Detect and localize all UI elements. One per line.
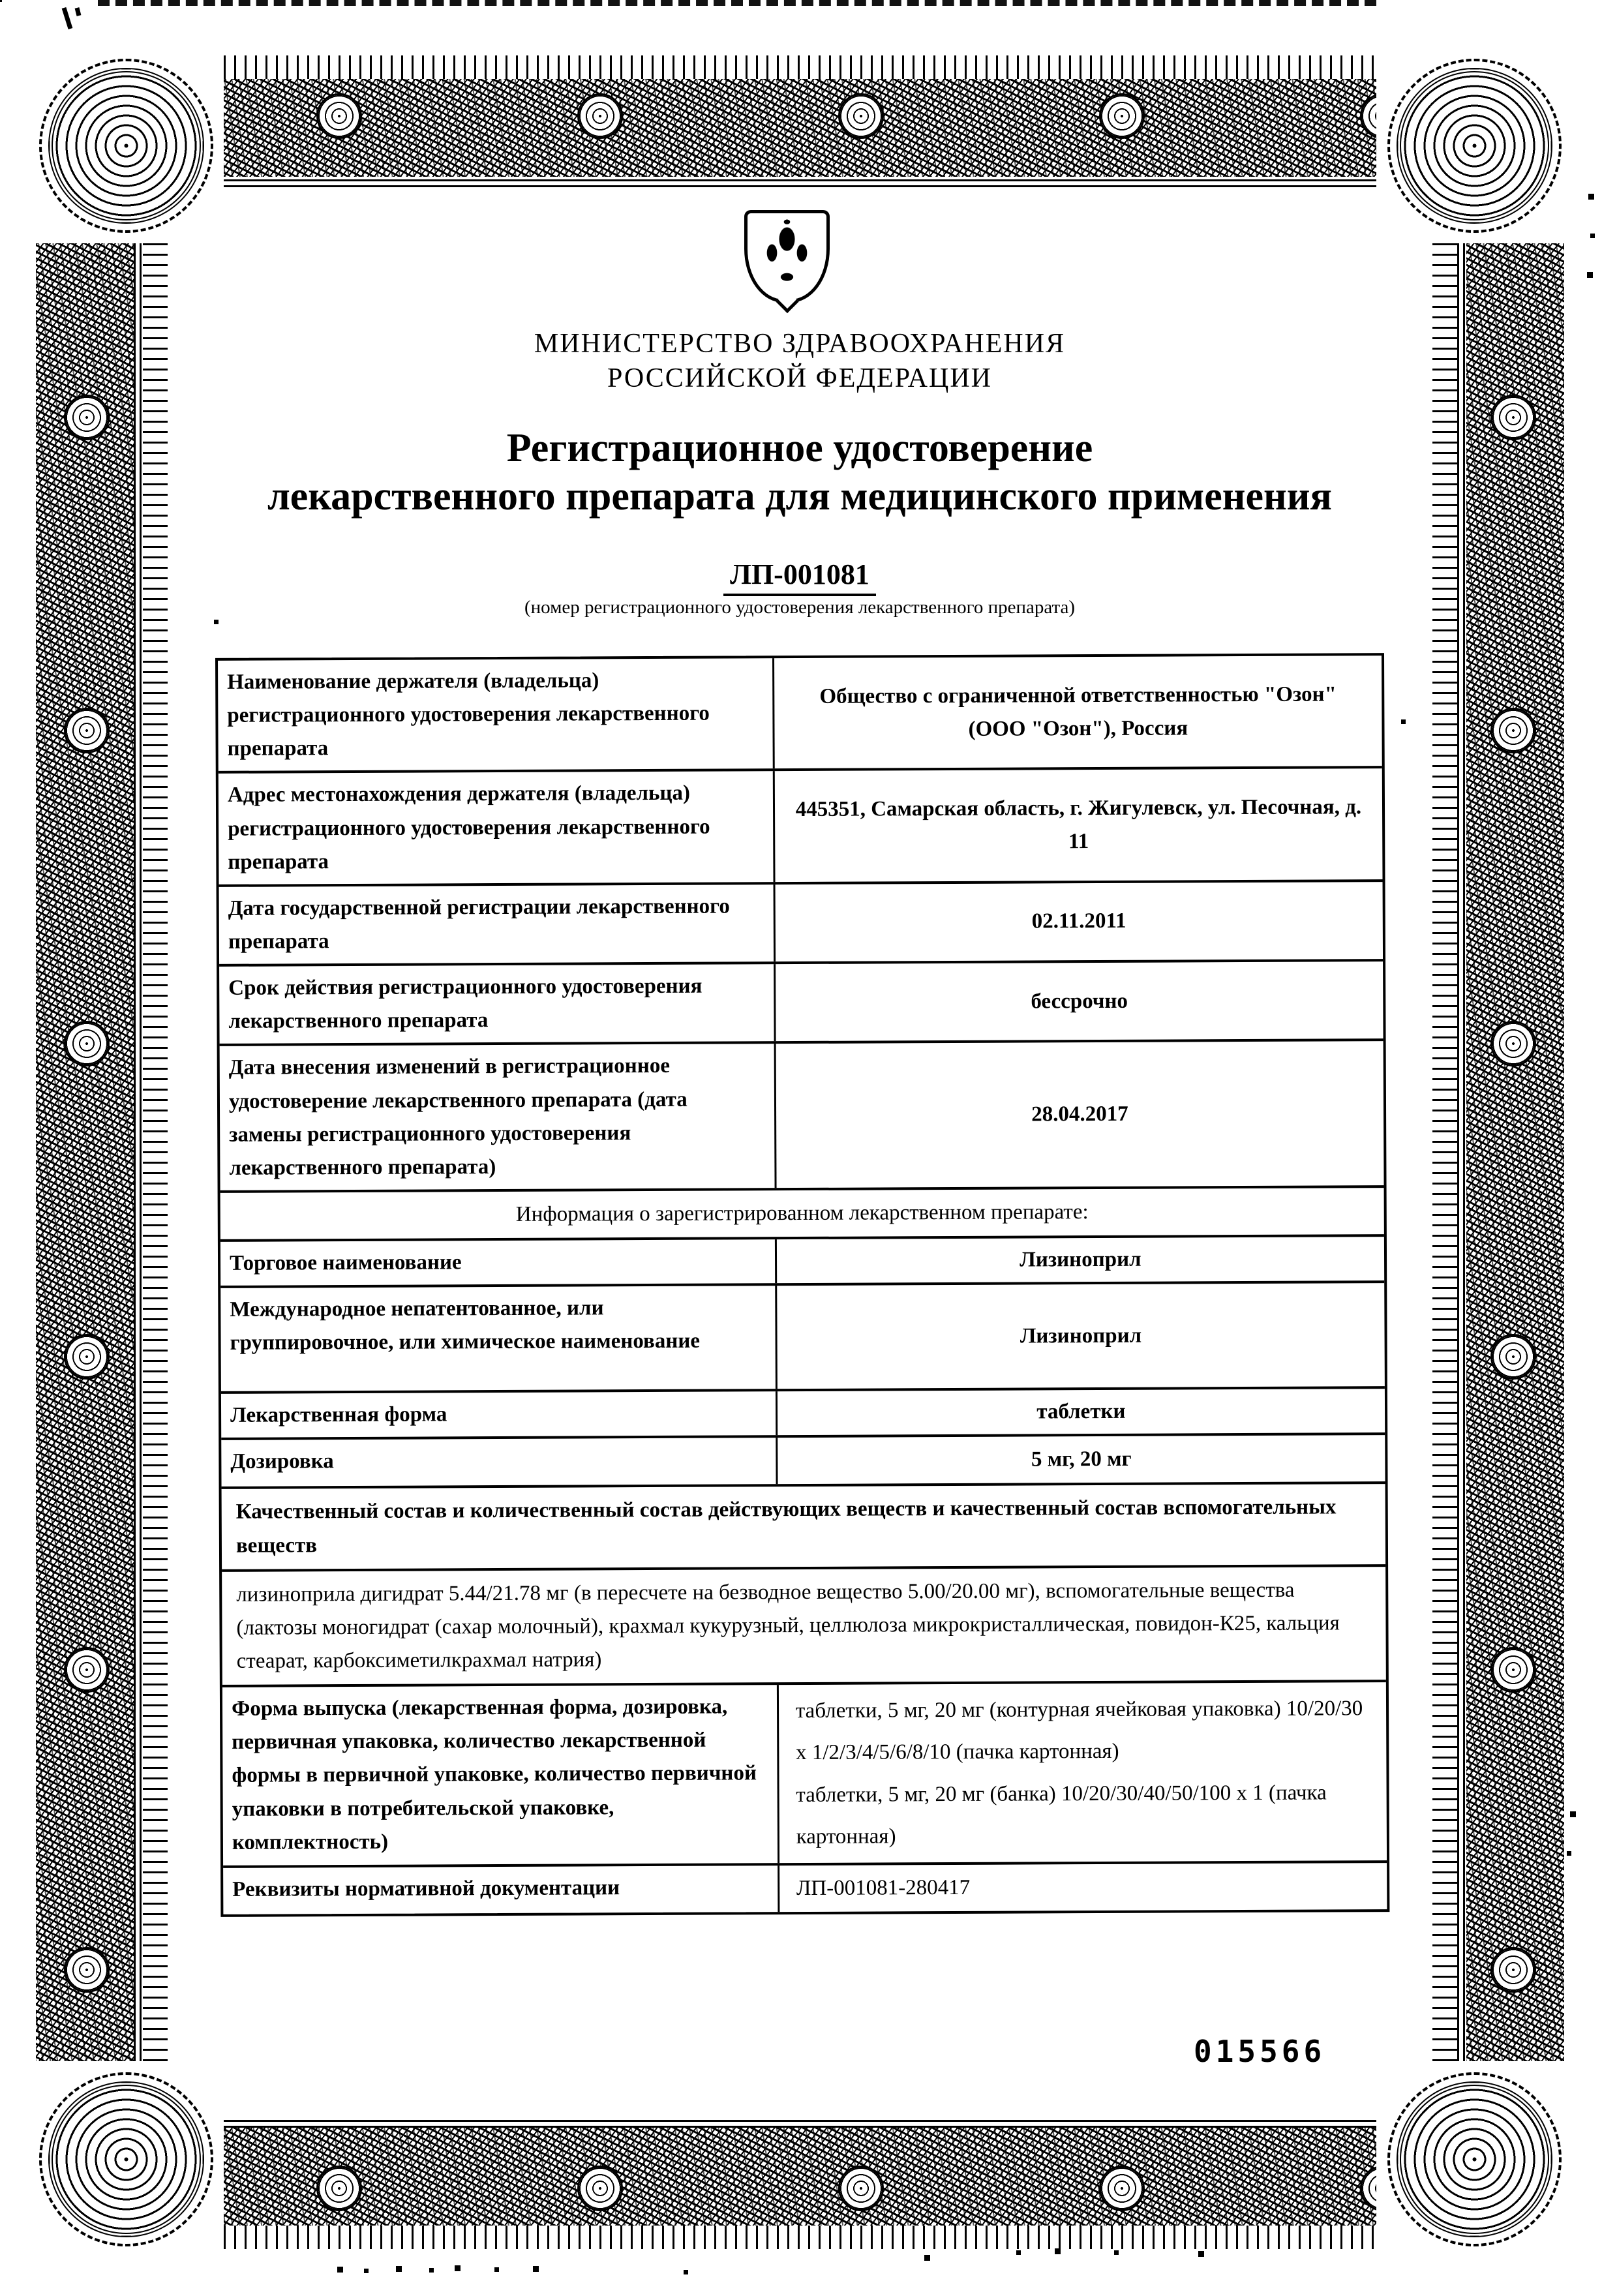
corner-rosette-bottom-right [1376, 2061, 1572, 2257]
table-section-row [220, 1185, 1384, 1239]
row-value [779, 1682, 1387, 1863]
row-value: Общество с ограниченной ответственностью "Озон" (ООО "Озон"), Россия [819, 682, 1337, 741]
row-value: бессрочно [1031, 989, 1128, 1014]
corner-rosette-bottom-left [28, 2061, 224, 2257]
border-medallion [64, 1334, 110, 1380]
border-medallion [64, 708, 110, 753]
row-value: Лизиноприл [1020, 1323, 1142, 1348]
border-medallion [1490, 1947, 1536, 1993]
row-label: Форма выпуска (лекарственная форма, дозировка, первичная упаковка, количество лекарственной формы в первичной упаковке, количество первичной упаковки в потребительской упаковке, комплектность) [222, 1685, 779, 1865]
table-section-row [222, 1481, 1386, 1569]
row-label: Адрес местонахождения держателя (владельца) регистрационного удостоверения лекарственного препарата [219, 772, 775, 884]
table-row [220, 1039, 1384, 1190]
row-value: 5 мг, 20 мг [1031, 1447, 1132, 1472]
ministry-name-line1: МИНИСТЕРСТВО ЗДРАВООХРАНЕНИЯ [534, 329, 1066, 359]
registration-details-table [215, 653, 1389, 1917]
table-row [220, 1280, 1385, 1391]
border-medallion [64, 1947, 110, 1993]
row-label: Дата государственной регистрации лекарственного препарата [219, 884, 776, 964]
scan-artifact-mark [57, 5, 87, 37]
scan-noise-specks [0, 0, 2, 2]
border-medallion [64, 395, 110, 440]
row-label: Международное непатентованное, или группировочное, или химическое наименование [220, 1286, 777, 1391]
row-label: Торговое наименование [220, 1239, 777, 1286]
border-medallion [1490, 708, 1536, 753]
composition-header: Качественный состав и количественный состав действующих веществ и качественный состав вспомогательных веществ [235, 1495, 1337, 1558]
border-band-top [36, 55, 1564, 205]
border-medallion [64, 1021, 110, 1066]
release-form-line: таблетки, 5 мг, 20 мг (банка) 10/20/30/40/50/100 х 1 (пачка картонная) [796, 1781, 1327, 1849]
table-row [223, 1861, 1387, 1915]
table-section-row [222, 1564, 1386, 1685]
row-label: Лекарственная форма [221, 1391, 778, 1438]
release-form-line: таблетки, 5 мг, 20 мг (контурная ячейковая упаковка) 10/20/30 х 1/2/3/4/5/6/8/10 (пачка картонная) [795, 1697, 1363, 1765]
table-row [219, 959, 1383, 1044]
scan-artifact-top-dashes [98, 0, 1376, 6]
corner-rosette-top-right [1376, 48, 1572, 243]
border-band-left [36, 55, 186, 2249]
table-row [219, 766, 1383, 884]
table-row [218, 656, 1382, 771]
row-value: 28.04.2017 [1031, 1102, 1128, 1126]
table-row [220, 1234, 1384, 1286]
document-title-line1: Регистрационное удостоверение [506, 426, 1093, 470]
border-medallion [316, 93, 362, 139]
border-medallion [1490, 1021, 1536, 1066]
section-header: Информация о зарегистрированном лекарственном препарате: [515, 1200, 1089, 1226]
ministry-name-line2: РОССИЙСКОЙ ФЕДЕРАЦИИ [607, 363, 992, 393]
registration-number: ЛП-001081 [215, 558, 1384, 596]
serial-number: 015566 [1194, 2034, 1326, 2069]
border-medallion [1099, 2166, 1145, 2211]
border-medallion [1490, 395, 1536, 440]
table-row [219, 879, 1383, 964]
row-value: Лизиноприл [1020, 1247, 1141, 1272]
table-row [221, 1386, 1385, 1438]
composition-text: лизиноприла дигидрат 5.44/21.78 мг (в пересчете на безводное вещество 5.00/20.00 мг), вспомогательные вещества (лактозы моногидрат (сахар молочный), крахмал кукурузный, целлюлоза микрокристаллическая, повидон-К25, кальция стеарат, карбоксиметилкрахмал натрия) [236, 1578, 1340, 1673]
row-label: Наименование держателя (владельца) регистрационного удостоверения лекарственного препарата [218, 658, 774, 771]
border-medallion [838, 2166, 884, 2211]
border-band-bottom [36, 2099, 1564, 2249]
russia-coat-of-arms-icon [744, 210, 830, 303]
border-medallion [838, 93, 884, 139]
document-title-line2: лекарственного препарата для медицинского применения [267, 474, 1332, 519]
table-row [221, 1432, 1385, 1487]
border-medallion [1490, 1334, 1536, 1380]
row-label: Дозировка [221, 1438, 778, 1487]
row-label: Срок действия регистрационного удостоверения лекарственного препарата [219, 964, 776, 1044]
border-medallion [64, 1647, 110, 1693]
row-value: 02.11.2011 [1031, 909, 1126, 933]
border-medallion [577, 2166, 623, 2211]
border-band-right [1414, 55, 1564, 2249]
row-label: Дата внесения изменений в регистрационное удостоверение лекарственного препарата (дата замены регистрационного удостоверения лекарственного препарата) [220, 1044, 777, 1190]
row-value: 445351, Самарская область, г. Жигулевск, ул. Песочная, д. 11 [795, 795, 1362, 854]
border-medallion [577, 93, 623, 139]
border-medallion [1099, 93, 1145, 139]
row-value: таблетки [1036, 1400, 1126, 1424]
border-medallion [316, 2166, 362, 2211]
row-value: ЛП-001081-280417 [796, 1876, 971, 1901]
border-medallion [1490, 1647, 1536, 1693]
corner-rosette-top-left [28, 48, 224, 243]
registration-number-caption: (номер регистрационного удостоверения лекарственного препарата) [524, 597, 1076, 618]
row-label: Реквизиты нормативной документации [223, 1866, 779, 1915]
table-row [222, 1680, 1387, 1865]
